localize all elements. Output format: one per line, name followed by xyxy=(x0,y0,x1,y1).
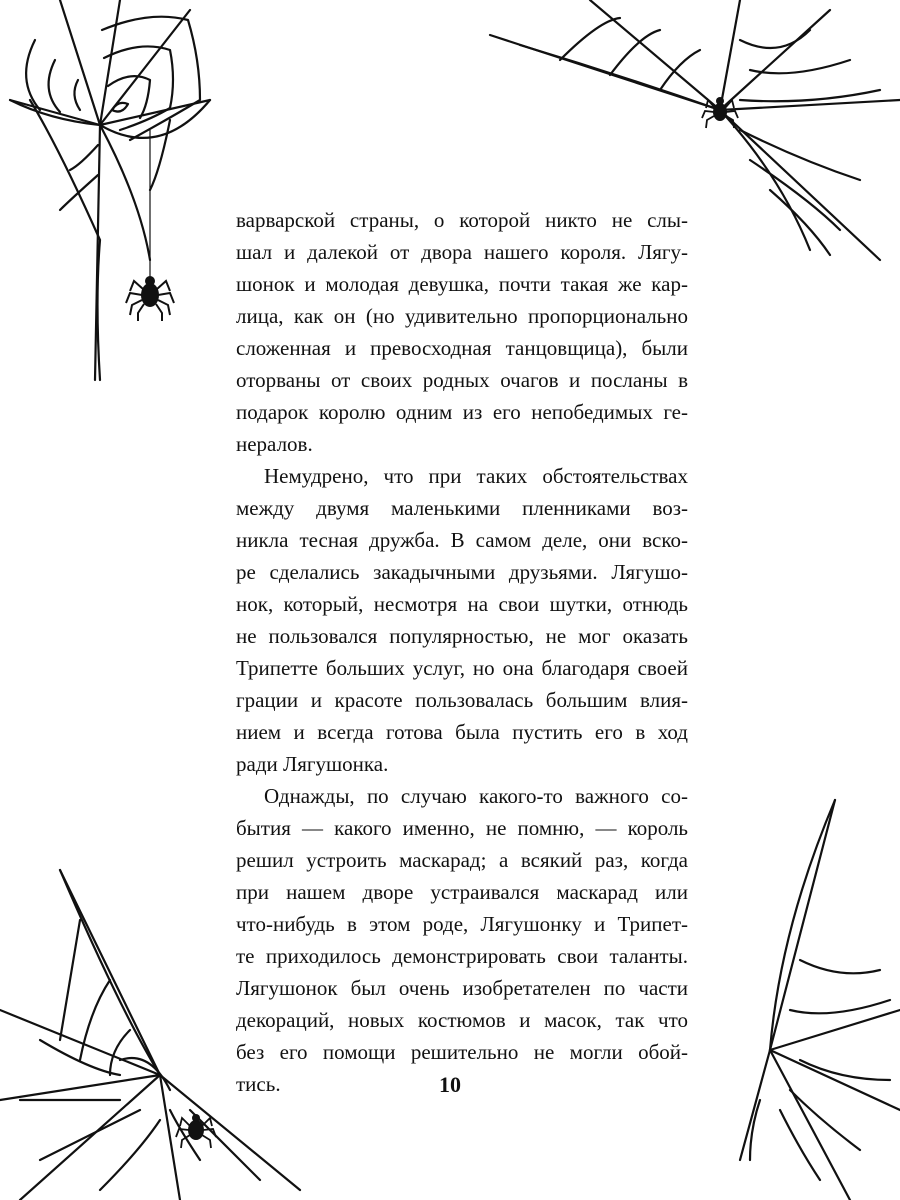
text-line: что-нибудь в этом роде, Лягушонку и Трипет- xyxy=(236,912,688,936)
text-line: без его помощи решительно не могли обой- xyxy=(236,1040,688,1064)
text-line: нием и всегда готова была пустить его в ход xyxy=(236,720,688,744)
text-line: лица, как он (но удивительно пропорционально xyxy=(236,304,688,328)
text-line: варварской страны, о которой никто не слы- xyxy=(236,208,688,232)
text-line: не пользовался популярностью, не мог оказать xyxy=(236,624,688,648)
text-line: Лягушонок был очень изобретателен по части xyxy=(236,976,688,1000)
text-line: нок, который, несмотря на свои шутки, отнюдь xyxy=(236,592,688,616)
text-line: при нашем дворе устраивался маскарад или xyxy=(236,880,688,904)
text-line: ради Лягушонка. xyxy=(236,752,389,776)
cobweb-top-left-icon xyxy=(0,0,240,400)
spider-icon xyxy=(126,276,174,321)
text-line: шал и далекой от двора нашего короля. Лягу- xyxy=(236,240,688,264)
text-line: между двумя маленькими пленниками воз- xyxy=(236,496,688,520)
text-line: ре сделались закадычными друзьями. Лягушо- xyxy=(236,560,688,584)
spider-icon xyxy=(702,97,738,128)
text-line: оторваны от своих родных очагов и посланы в xyxy=(236,368,688,392)
text-line: решил устроить маскарад; а всякий раз, когда xyxy=(236,848,688,872)
text-line: никла тесная дружба. В самом деле, они вско- xyxy=(236,528,688,552)
text-line: декораций, новых костюмов и масок, так что xyxy=(236,1008,688,1032)
text-line: Немудрено, что при таких обстоятельствах xyxy=(264,464,688,488)
body-text xyxy=(236,204,688,1100)
text-line: нералов. xyxy=(236,432,313,456)
text-line: тись. xyxy=(236,1072,281,1096)
text-line: шонок и молодая девушка, почти такая же кар- xyxy=(236,272,688,296)
text-line: сложенная и превосходная танцовщица), были xyxy=(236,336,688,360)
text-line: Однажды, по случаю какого-то важного со- xyxy=(264,784,688,808)
page-number: 10 xyxy=(439,1072,461,1097)
text-line: те приходилось демонстрировать свои таланты. xyxy=(236,944,688,968)
cobweb-bottom-right-icon xyxy=(740,780,900,1200)
text-line: грации и красоте пользовалась большим влия- xyxy=(236,688,688,712)
text-line: подарок королю одним из его непобедимых ге- xyxy=(236,400,688,424)
text-line: бытия — какого именно, не помню, — король xyxy=(236,816,688,840)
text-line: Трипетте больших услуг, но она благодаря своей xyxy=(236,656,688,680)
